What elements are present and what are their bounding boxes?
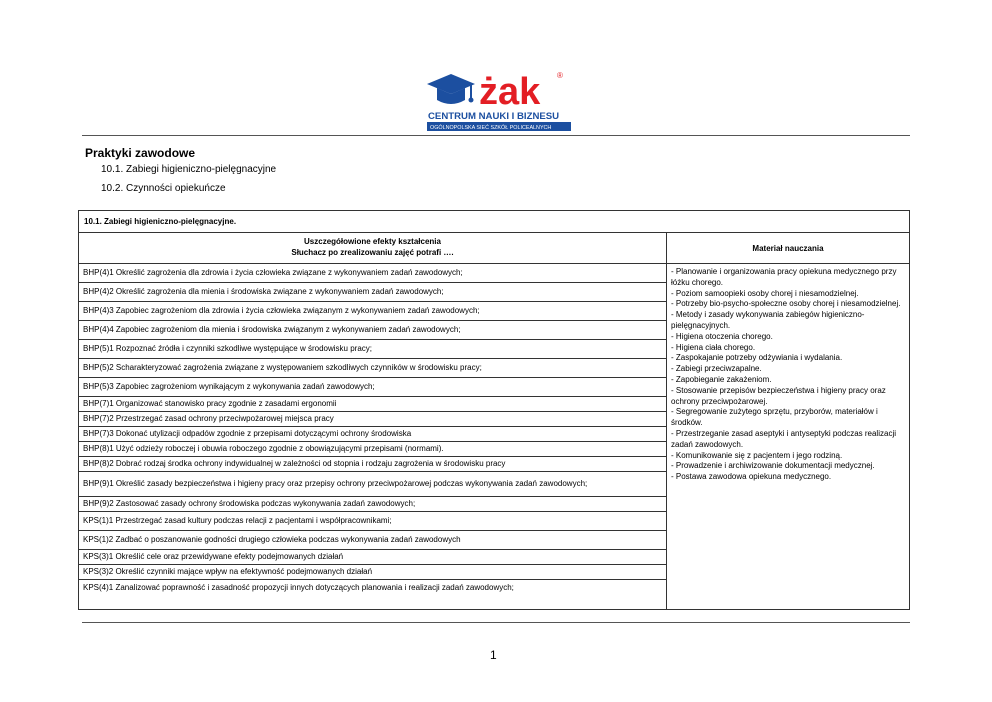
table-row: BHP(5)3 Zapobiec zagrożeniom wynikającym z wykonywania zadań zawodowych; <box>79 378 666 397</box>
material-item: - Higiena otoczenia chorego. <box>671 331 773 341</box>
material-column-header: Materiał nauczania <box>667 233 909 264</box>
table-row: BHP(7)3 Dokonać utylizacji odpadów zgodnie z przepisami dotyczącymi ochrony środowiska <box>79 427 666 442</box>
table-row: BHP(4)4 Zapobiec zagrożeniom dla mienia i środowiska związanym z wykonywaniem zadań zawodowych; <box>79 321 666 340</box>
material-item: - Zabiegi przeciwzapalne. <box>671 364 762 374</box>
toc-item-1: 10.1. Zabiegi higieniczno-pielęgnacyjne <box>101 164 277 175</box>
zak-logo <box>425 66 575 136</box>
learning-outcomes-table <box>78 210 910 610</box>
material-item: - Komunikowanie się z pacjentem i jego rodziną. <box>671 450 843 460</box>
header-divider <box>82 135 910 136</box>
page-title: Praktyki zawodowe <box>85 146 196 160</box>
table-row: KPS(3)1 Określić cele oraz przewidywane efekty podejmowanych działań <box>79 550 666 565</box>
table-row: KPS(1)1 Przestrzegać zasad kultury podczas relacji z pacjentami i współpracownikami; <box>79 512 666 531</box>
outcomes-rows <box>79 264 666 595</box>
logo-brand-text: żak <box>479 71 541 113</box>
table-caption <box>79 211 909 233</box>
material-item: - Metody i zasady wykonywania zabiegów higieniczno-pielęgnacyjnych. <box>671 310 865 330</box>
outcomes-column-header <box>79 233 666 264</box>
table-row: BHP(7)2 Przestrzegać zasad ochrony przeciwpożarowej miejsca pracy <box>79 412 666 427</box>
material-item: - Stosowanie przepisów bezpieczeństwa i higieny pracy oraz ochrony przeciwpożarowej. <box>671 385 886 406</box>
material-list <box>667 264 909 486</box>
logo-line2: OGÓLNOPOLSKA SIEĆ SZKÓŁ POLICEALNYCH <box>430 125 552 131</box>
table-row: BHP(9)2 Zastosować zasady ochrony środowiska podczas wykonywania zadań zawodowych; <box>79 497 666 512</box>
material-item: - Potrzeby bio-psycho-społeczne osoby chorej i niesamodzielnej. <box>671 299 901 309</box>
registered-mark: ® <box>557 71 563 80</box>
material-item: - Postawa zawodowa opiekuna medycznego. <box>671 472 832 482</box>
page-number: 1 <box>490 648 497 662</box>
table-row: KPS(4)1 Zanalizować poprawność i zasadność propozycji innych dotyczących planowania i realizacji zadań zawodowych; <box>83 582 514 592</box>
outcomes-header-line1: Uszczegółowione efekty kształcenia <box>304 237 441 246</box>
table-row: BHP(9)1 Określić zasady bezpieczeństwa i higieny pracy oraz przepisy ochrony przeciwpożarowej podczas wykonywania zadań zawodowych; <box>79 472 666 497</box>
material-item: - Poziom samoopieki osoby chorej i niesamodzielnej. <box>671 288 859 298</box>
graduation-cap-logo-icon <box>425 66 575 136</box>
table-row: BHP(8)1 Użyć odzieży roboczej i obuwia roboczego zgodnie z obowiązującymi przepisami (normami). <box>79 442 666 457</box>
material-item: - Prowadzenie i archiwizowanie dokumentacji medycznej. <box>671 461 875 471</box>
material-item: - Przestrzeganie zasad aseptyki i antyseptyki podczas realizacji zadań zawodowych. <box>671 428 896 449</box>
table-row: BHP(5)2 Scharakteryzować zagrożenia związane z występowaniem szkodliwych czynników w środowisku pracy; <box>79 359 666 378</box>
outcomes-column <box>79 233 667 609</box>
material-item: - Segregowanie zużytego sprzętu, przyborów, materiałów i środków. <box>671 407 878 428</box>
table-row: BHP(4)2 Określić zagrożenia dla mienia i środowiska związane z wykonywaniem zadań zawodowych; <box>79 283 666 302</box>
table-row: BHP(8)2 Dobrać rodzaj środka ochrony indywidualnej w zależności od stopnia i rodzaju zagrożenia w środowisku pracy <box>79 457 666 472</box>
table-row: BHP(7)1 Organizować stanowisko pracy zgodnie z zasadami ergonomii <box>79 397 666 412</box>
table-row: BHP(5)1 Rozpoznać źródła i czynniki szkodliwe występujące w środowisku pracy; <box>79 340 666 359</box>
material-item: - Planowanie i organizowania pracy opiekuna medycznego przy łóżku chorego. <box>671 267 897 287</box>
material-item: - Zapobieganie zakażeniom. <box>671 374 772 384</box>
footer-divider <box>82 622 910 623</box>
material-item: - Higiena ciała chorego. <box>671 342 756 352</box>
table-caption-text: 10.1. Zabiegi higieniczno-pielęgnacyjne. <box>84 217 237 226</box>
table-row: BHP(4)1 Określić zagrożenia dla zdrowia i życia człowieka związane z wykonywaniem zadań zawodowych; <box>79 264 666 283</box>
outcomes-header-line2: Słuchacz po zrealizowaniu zajęć potrafi …. <box>291 248 454 257</box>
table-row: KPS(1)2 Zadbać o poszanowanie godności drugiego człowieka podczas wykonywania zadań zawodowych <box>79 531 666 550</box>
material-item: - Zaspokajanie potrzeby odżywiania i wydalania. <box>671 353 843 363</box>
table-row: KPS(3)2 Określić czynniki mające wpływ na efektywność podejmowanych działań <box>79 565 666 580</box>
toc-item-2: 10.2. Czynności opiekuńcze <box>101 183 226 194</box>
table-row: BHP(4)3 Zapobiec zagrożeniom dla zdrowia i życia człowieka związanym z wykonywaniem zadań zawodowych; <box>79 302 666 321</box>
logo-line1: CENTRUM NAUKI I BIZNESU <box>428 111 560 122</box>
material-column <box>667 233 909 609</box>
